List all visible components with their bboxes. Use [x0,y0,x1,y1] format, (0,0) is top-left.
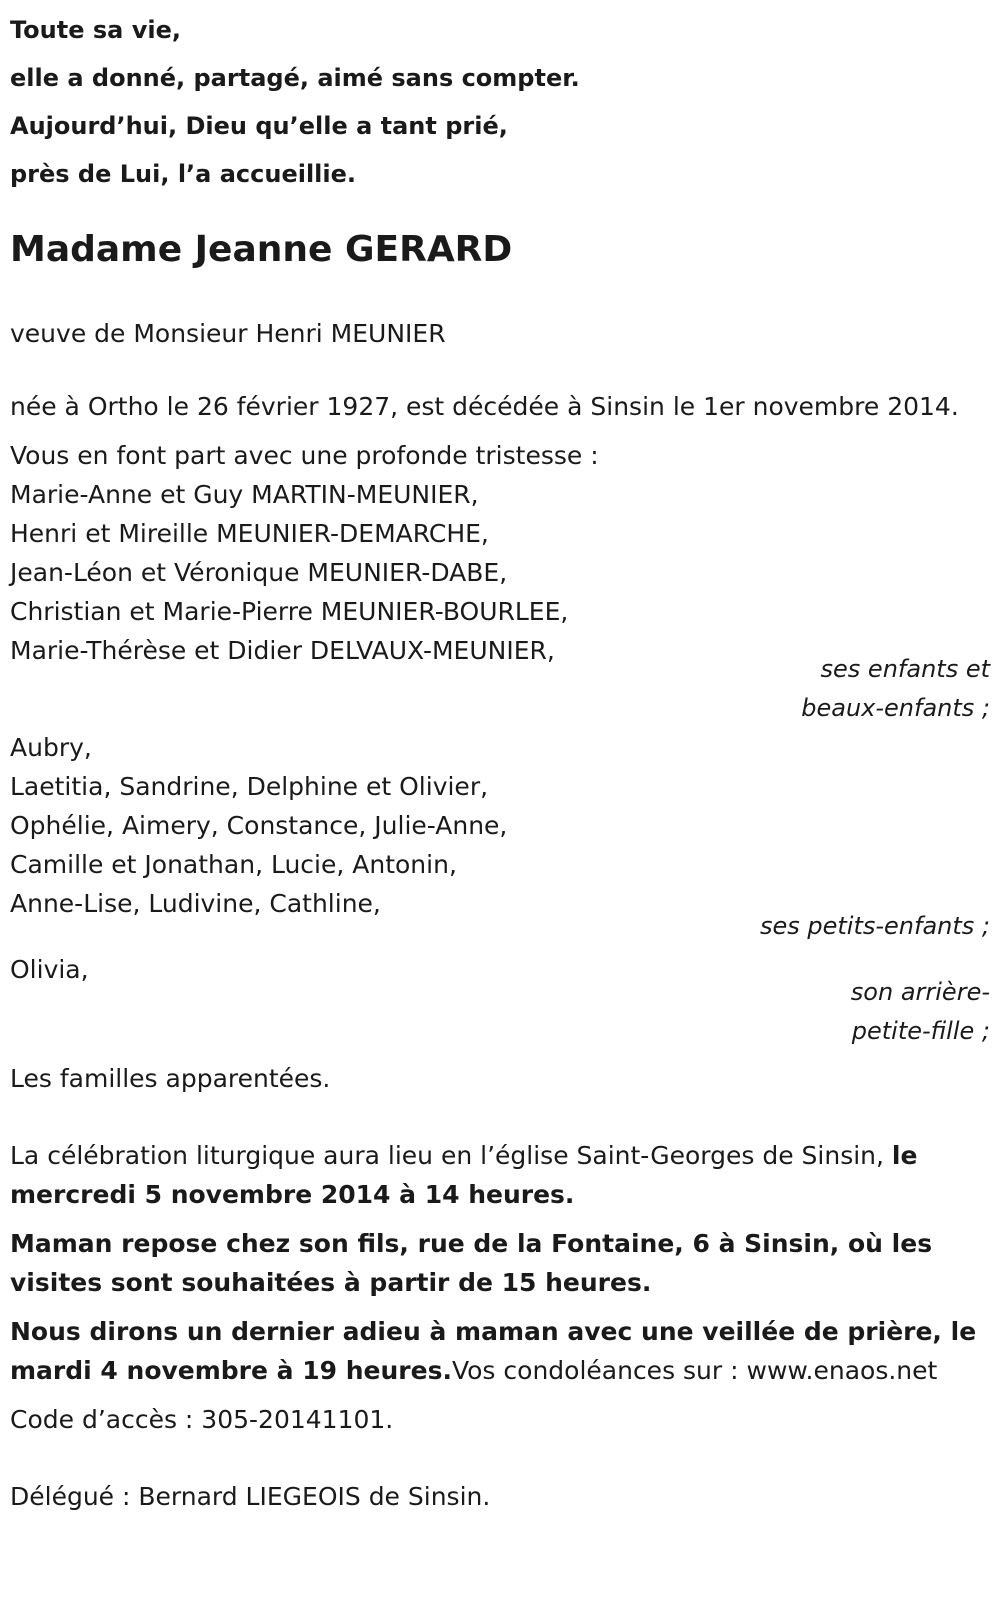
ceremony-paragraph [10,1136,990,1214]
opening-poem [10,0,990,198]
poem-line: Toute sa vie, [10,16,181,44]
access-code: Code d’accès : 305-20141101. [10,1405,394,1434]
list-item: Laetitia, Sandrine, Delphine et Olivier, [10,772,489,801]
list-item: Christian et Marie-Pierre MEUNIER-BOURLEE, [10,597,569,626]
widow-line: veuve de Monsieur Henri MEUNIER [10,319,446,348]
poem-line: près de Lui, l’a accueillie. [10,160,357,188]
list-item: Anne-Lise, Ludivine, Cathline, [10,889,381,918]
list-item: Marie-Anne et Guy MARTIN-MEUNIER, [10,480,479,509]
role-line: beaux-enfants ; [801,694,990,722]
announcement-line: Vous en font part avec une profonde tristesse : [10,441,599,470]
ceremony-text: La célébration liturgique aura lieu en l’église Saint-Georges de Sinsin, [10,1141,892,1170]
children-list [10,475,990,670]
great-grandchild: Olivia, [10,955,89,984]
deceased-name: Madame Jeanne GERARD [10,229,513,270]
birth-death-line: née à Ortho le 26 février 1927, est décédée à Sinsin le 1er novembre 2014. [10,392,959,421]
vigil-paragraph [10,1312,990,1390]
list-item: Aubry, [10,733,92,762]
role-line: ses enfants et [820,655,990,683]
list-item: Marie-Thérèse et Didier DELVAUX-MEUNIER, [10,636,555,665]
poem-line: elle a donné, partagé, aimé sans compter. [10,64,580,92]
role-line: ses petits-enfants ; [759,912,990,940]
list-item: Ophélie, Aimery, Constance, Julie-Anne, [10,811,508,840]
role-line: petite-fille ; [851,1017,990,1045]
condolences-text: Vos condoléances sur : www.enaos.net [451,1356,938,1385]
list-item: Henri et Mireille MEUNIER-DEMARCHE, [10,519,489,548]
vigil-text: Nous dirons un dernier adieu à maman avec une veillée de prière, le mardi 4 novembre à 19 heures. [10,1317,977,1385]
grandchildren-list [10,728,990,923]
list-item: Jean-Léon et Véronique MEUNIER-DABE, [10,558,508,587]
families-line: Les familles apparentées. [10,1064,331,1093]
ceremony-date: le mercredi 5 novembre 2014 à 14 heures. [10,1141,918,1209]
list-item: Camille et Jonathan, Lucie, Antonin, [10,850,457,879]
great-grandchild-role [10,973,990,1051]
rest-paragraph: Maman repose chez son fils, rue de la Fontaine, 6 à Sinsin, où les visites sont souhaitées à partir de 15 heures. [10,1229,933,1297]
role-line: son arrière- [850,978,990,1006]
poem-line: Aujourd’hui, Dieu qu’elle a tant prié, [10,112,508,140]
delegate-line: Délégué : Bernard LIEGEOIS de Sinsin. [10,1482,491,1511]
